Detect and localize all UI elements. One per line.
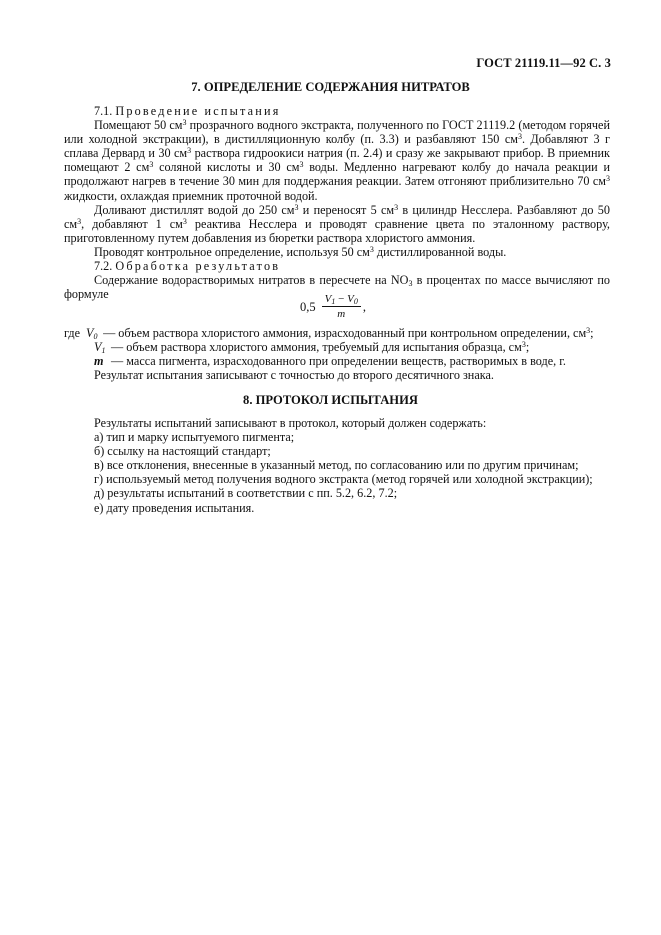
subsection-number: 7.1. [94,104,113,118]
text: в цилиндр Несслера. Разбавляют до 50 см [64,202,610,231]
nitrate-formula [300,289,366,325]
superscript: 3 [294,202,299,212]
formula-coefficient: 0,5 [300,299,316,314]
legend-entry [94,354,566,368]
protocol-item-e: д) результаты испытаний в соответствии с пп. 5.2, 6.2, 7.2; [94,486,398,501]
text: . Добавляют 3 г сплава Дервард и 30 см [64,132,610,161]
text: , добавляют 1 см [81,216,183,231]
var: V [86,326,94,340]
legend-lead: где [64,326,81,340]
superscript: 3 [187,146,192,156]
paragraph-result-precision: Результат испытания записывают с точностью до второго десятичного знака. [94,368,494,383]
section-7-title: 7. ОПРЕДЕЛЕНИЕ СОДЕРЖАНИЯ НИТРАТОВ [191,80,470,94]
text: раствора гидроокиси натрия (п. 2.4) и сразу же закрывают прибор. В приемник помещают 2 см [64,146,610,175]
superscript: 3 [299,160,304,170]
paragraph-distillate [64,203,610,245]
protocol-item-b: б) ссылку на настоящий стандарт; [94,444,271,459]
subscript: 0 [93,332,98,341]
symbol [86,326,100,340]
protocol-item-a: а) тип и марку испытуемого пигмента; [94,430,295,445]
var: V [94,340,102,355]
operator: − [335,293,348,305]
subsection-title: Обработка результатов [115,259,281,274]
protocol-item-f: е) дату проведения испытания. [94,500,255,515]
text: Проводят контрольное определение, используя 50 см [94,244,370,259]
var: V [324,293,332,305]
paragraph-procedure [64,118,610,203]
text: жидкости, охлаждая приемник проточной водой. [64,188,318,203]
text: Содержание водорастворимых нитратов в пересчете на NO [94,273,409,288]
legend-row-v1 [64,340,612,354]
superscript: 3 [394,202,399,212]
subsection-7-2-heading [64,259,610,273]
text: соляной кислоты и 30 см [153,160,300,175]
section-7-body [64,104,610,301]
text: реактива Несслера и проводят сравнение цвета по эталонному раствору, приготовленному путем добавления из бюретки раствора хлористого аммония. [64,216,610,245]
legend-entry [94,340,529,354]
protocol-intro: Результаты испытаний записывают в протокол, который должен содержать: [94,416,487,430]
formula-legend [64,326,612,382]
subscript: 0 [353,297,358,306]
protocol-item-c: в) все отклонения, внесенные в указанный метод, по согласованию или по другим причинам; [94,458,579,473]
formula-denominator: m [337,308,346,320]
superscript: 3 [369,244,374,254]
superscript: 3 [182,216,187,226]
superscript: 3 [517,132,522,142]
page-header: ГОСТ 21119.11—92 С. 3 [476,56,611,70]
legend-entry [86,326,594,340]
protocol-item-d: г) используемый метод получения водного экстракта (метод горячей или холодной экстракции); [94,472,593,487]
symbol: m [94,354,104,369]
subsection-title: Проведение испытания [115,104,281,118]
text: Доливают дистиллят водой до 250 см [94,202,295,217]
text: и переносят 5 см [298,202,395,217]
formula-tail: , [362,299,366,314]
superscript: 3 [182,118,187,128]
text: ; [590,326,594,340]
text: — объем раствора хлористого аммония, требуемый для испытания образца, см [111,340,522,355]
subscript: 1 [331,297,336,306]
formula-fraction [322,293,361,321]
subscript: 3 [408,279,413,289]
superscript: 3 [77,216,82,226]
section-8-body [64,416,610,515]
symbol [94,340,108,354]
superscript: 3 [586,326,591,335]
legend-row-v0 [64,326,612,340]
subsection-7-1-heading [64,104,610,118]
superscript: 3 [149,160,154,170]
subsection-number: 7.2. [94,259,113,274]
var: V [347,293,354,305]
legend-row-m [64,354,612,368]
text: — масса пигмента, израсходованного при определении веществ, растворимых в воде, г. [111,354,566,369]
superscript: 3 [521,340,526,350]
text: прозрачного водного экстракта, полученного по ГОСТ 21119.2 (методом горячей или холодной экстракции), в дистилляционную колбу (п. 3.3) и разбавляют 150 см [64,118,610,147]
subscript: 1 [101,346,106,356]
text: дистиллированной воды. [373,244,507,259]
text: — объем раствора хлористого аммония, израсходованный при контрольном определении, см [103,326,587,340]
text: в процентах по массе вычисляют по формуле [64,273,610,302]
formula-numerator [322,293,361,307]
text: Помещают 50 см [94,118,183,133]
text: ; [525,340,530,355]
text: воды. Медленно нагревают колбу до начала реакции и продолжают нагрев в течение 30 мин для поддержания реакции. Затем отгоняют приблизительно 70 см [64,160,610,189]
superscript: 3 [606,174,610,184]
section-8-title: 8. ПРОТОКОЛ ИСПЫТАНИЯ [243,393,418,407]
paragraph-control [64,245,610,259]
